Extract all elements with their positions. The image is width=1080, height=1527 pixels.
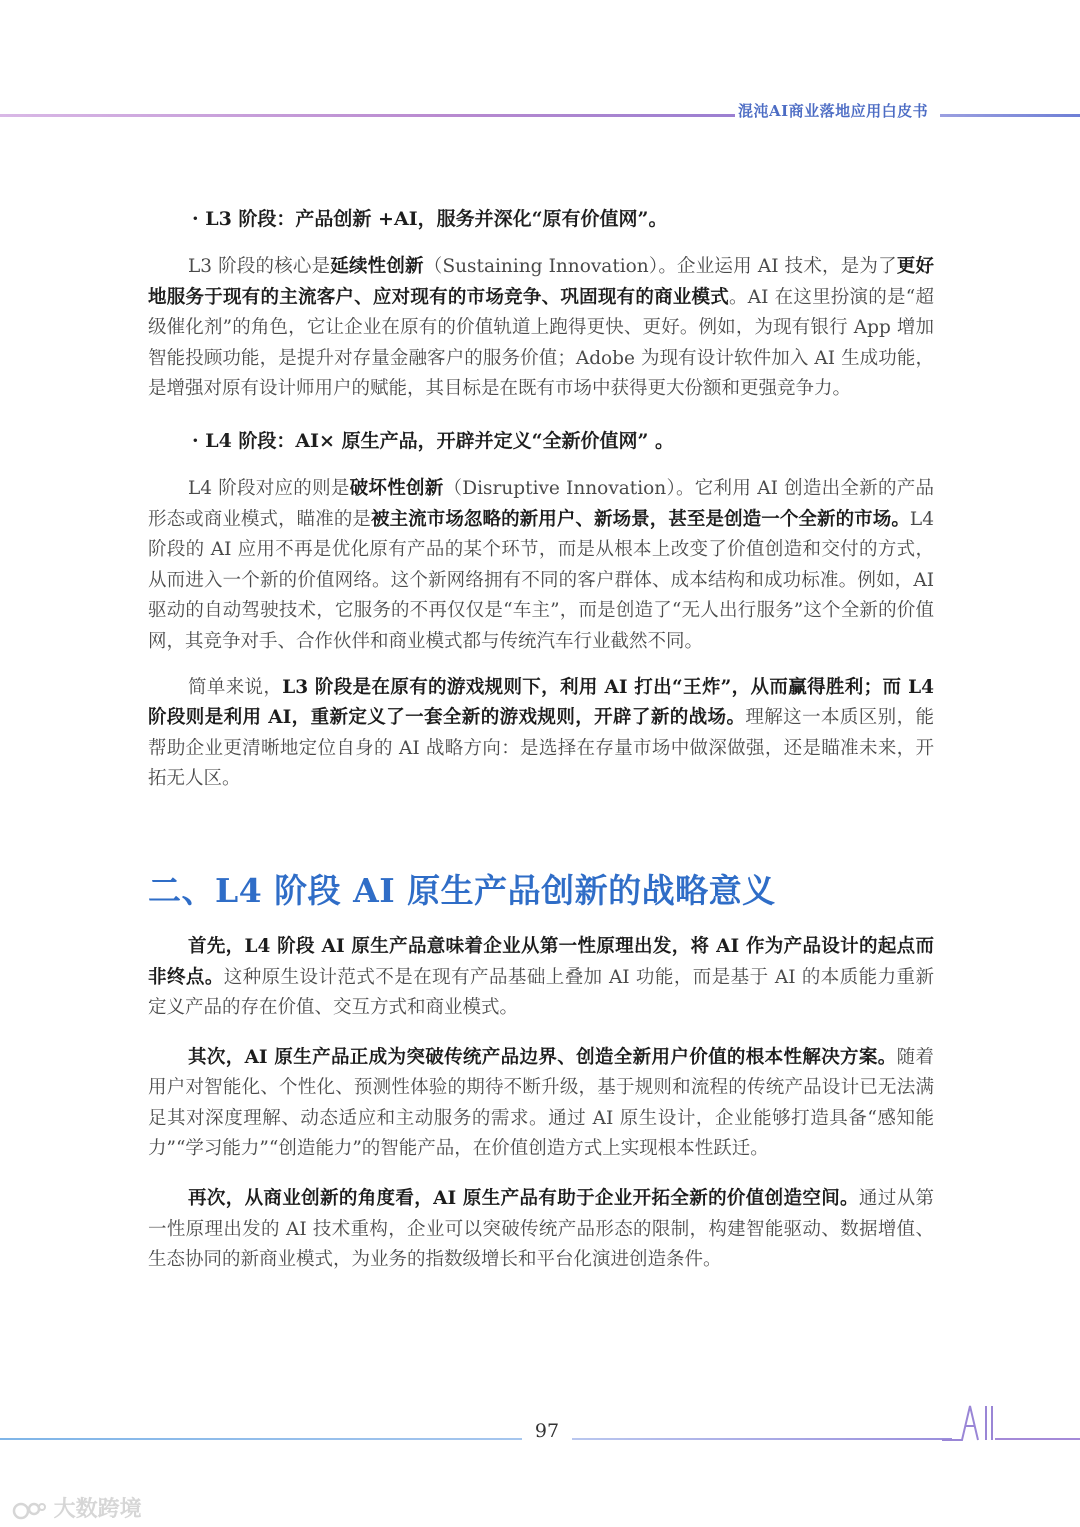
body-text: 。AI 在这里扮演的是“超级催化剂”的角色，它让企业在原有的价值轨道上跑得更快、更好。例如，为现有银行 App 增加智能投顾功能，是提升对存量金融客户的服务价值；Adobe 为现有设计软件加入 AI 生成功能，是增强对原有设计师用户的赋能，其目标是在既有市场中获得更大份额和更强竞争力。 <box>148 286 934 400</box>
body-text: 随着用户对智能化、个性化、预测性体验的期待不断升级，基于规则和流程的传统产品设计已无法满足其对深度理解、动态适应和主动服务的需求。通过 AI 原生设计，企业能够打造具备“感知能力”“学习能力”“创造能力”的智能产品，在价值创造方式上实现根本性跃迁。 <box>148 1046 934 1160</box>
body-text: L3 阶段的核心是 <box>188 256 331 277</box>
watermark-text: 大数跨境 <box>53 1497 142 1522</box>
emphasis-text: 首先，L4 阶段 AI 原生产品意味着企业从第一性原理出发，将 AI 作为产品设计的起点而非终点。 <box>148 935 934 988</box>
watermark <box>12 1492 142 1523</box>
body-text: L4 阶段对应的则是 <box>188 477 350 499</box>
body-text: 这种原生设计范式不是在现有产品基础上叠加 AI 功能，而是基于 AI 的本质能力重新定义产品的存在价值、交互方式和商业模式。 <box>148 966 934 1019</box>
body-text: （Disruptive Innovation）。它利用 AI 创造出全新的产品形态或商业模式，瞄准的是 <box>148 477 934 530</box>
ai-logo-icon <box>940 1400 1000 1442</box>
paragraph-l4 <box>148 474 934 658</box>
paragraph-first <box>148 932 934 1024</box>
page-number: 97 <box>534 1420 560 1442</box>
page-content <box>148 204 934 1276</box>
emphasis-text: 再次，从商业创新的角度看，AI 原生产品有助于企业开拓全新的价值创造空间。 <box>188 1188 859 1210</box>
body-text: 理解这一本质区别，能帮助企业更清晰地定位自身的 AI 战略方向：是选择在存量市场中做深做强，还是瞄准未来，开拓无人区。 <box>148 707 934 790</box>
emphasis-text: 更好地服务于现有的主流客户、应对现有的市场竞争、巩固现有的商业模式 <box>148 256 934 308</box>
paragraph-third <box>148 1184 934 1276</box>
header-rule-left <box>0 114 735 117</box>
footer-rule-tail <box>995 1438 1080 1440</box>
paragraph-second <box>148 1043 934 1165</box>
document-title: 混沌AI商业落地应用白皮书 <box>738 102 929 120</box>
paragraph-l3 <box>148 252 934 405</box>
body-text: L4 阶段的 AI 应用不再是优化原有产品的某个环节，而是从根本上改变了价值创造和交付的方式，从而进入一个新的价值网络。这个新网络拥有不同的客户群体、成本结构和成功标准。例如，AI 驱动的自动驾驶技术，它服务的不再仅仅是“车主”，而是创造了“无人出行服务”这个全新的价值网，其竞争对手、合作伙伴和商业模式都与传统汽车行业截然不同。 <box>148 508 934 652</box>
emphasis-text: 其次，AI 原生产品正成为突破传统产品边界、创造全新用户价值的根本性解决方案。 <box>188 1046 897 1068</box>
section-title: 二、L4 阶段 AI 原生产品创新的战略意义 <box>148 870 776 910</box>
emphasis-text: 延续性创新 <box>330 256 424 277</box>
emphasis-text: L3 阶段是在原有的游戏规则下，利用 AI 打出“王炸”，从而赢得胜利；而 L4 阶段则是利用 AI，重新定义了一套全新的游戏规则，开辟了新的战场。 <box>148 676 934 729</box>
body-text: 通过从第一性原理出发的 AI 技术重构，企业可以突破传统产品形态的限制，构建智能驱动、数据增值、生态协同的新商业模式，为业务的指数级增长和平台化演进创造条件。 <box>148 1188 934 1271</box>
emphasis-text: 破坏性创新 <box>349 477 444 499</box>
paragraph-summary <box>148 673 934 795</box>
emphasis-text: 被主流市场忽略的新用户、新场景，甚至是创造一个全新的市场。 <box>371 508 910 530</box>
body-text: 简单来说， <box>188 676 283 698</box>
watermark-logo-icon <box>12 1499 46 1521</box>
bullet-heading-l4: · L4 阶段：AI× 原生产品，开辟并定义“全新价值网” 。 <box>192 429 675 452</box>
body-text: （Sustaining Innovation）。企业运用 AI 技术，是为了 <box>423 256 897 277</box>
footer-rule-left <box>0 1438 522 1440</box>
header-rule-right <box>940 114 1080 117</box>
footer-rule-right <box>572 1438 952 1440</box>
bullet-heading-l3: · L3 阶段：产品创新 +AI，服务并深化“原有价值网”。 <box>192 208 668 230</box>
